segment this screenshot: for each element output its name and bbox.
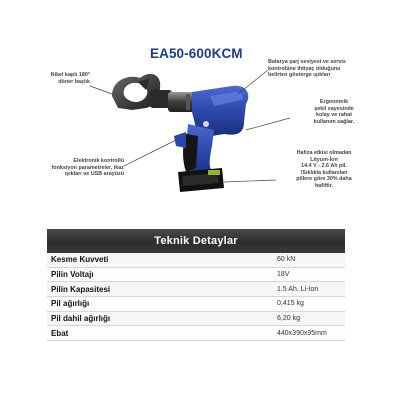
annotation-battery-memory: Hafıza etkisi olmadan Lityum-İon 14.4 V - 2.6 Ah pil. !Sıklıkla kullanılan pillere göre 30% daha hafiftir. bbox=[296, 150, 352, 189]
table-row bbox=[47, 268, 345, 283]
spec-label: Ebat bbox=[51, 328, 69, 338]
annotation-indicator-lights: Batarya şarj seviyesi ve servis kontrolüne ihtiyaç olduğunu belirten gösterge ışıkları bbox=[268, 59, 346, 79]
spec-table-heading: Teknik Detaylar bbox=[154, 235, 238, 247]
spec-value: 0,415 kg bbox=[277, 300, 304, 308]
spec-label: Pilin Voltajı bbox=[51, 270, 94, 280]
spec-value: 6,20 kg bbox=[277, 315, 300, 323]
annotation-ergonomic: Ergonomik şekli sayesinde kolay ve rahat kullanım sağlar. bbox=[313, 99, 355, 125]
spec-label: Pil ağırlığı bbox=[51, 299, 90, 309]
spec-table bbox=[47, 229, 345, 341]
table-row bbox=[47, 297, 345, 312]
table-row bbox=[47, 326, 345, 341]
product-title: EA50-600KCM bbox=[150, 46, 243, 61]
spec-value: 1.5 Ah. Li-Ion bbox=[277, 285, 319, 293]
table-row bbox=[47, 312, 345, 327]
annotation-rotating-head: Nikel kaplı 180° döner başlık bbox=[50, 72, 90, 85]
table-row bbox=[47, 253, 345, 268]
spec-value: 440x390x95mm bbox=[277, 329, 327, 337]
spec-table-header bbox=[47, 229, 345, 253]
spec-label: Kesme Kuvveti bbox=[51, 255, 109, 265]
spec-label: Pil dahil ağırlığı bbox=[51, 314, 111, 324]
spec-value: 60 kN bbox=[277, 256, 296, 264]
spec-rows bbox=[47, 253, 345, 341]
spec-value: 18V bbox=[277, 271, 290, 279]
spec-label: Pilin Kapasitesi bbox=[51, 284, 111, 294]
annotation-electronic-control: Elektronik kontrollü fonksiyon parametreler, ikaz ışıkları ve USB arayüzü bbox=[51, 158, 124, 178]
table-row bbox=[47, 282, 345, 297]
